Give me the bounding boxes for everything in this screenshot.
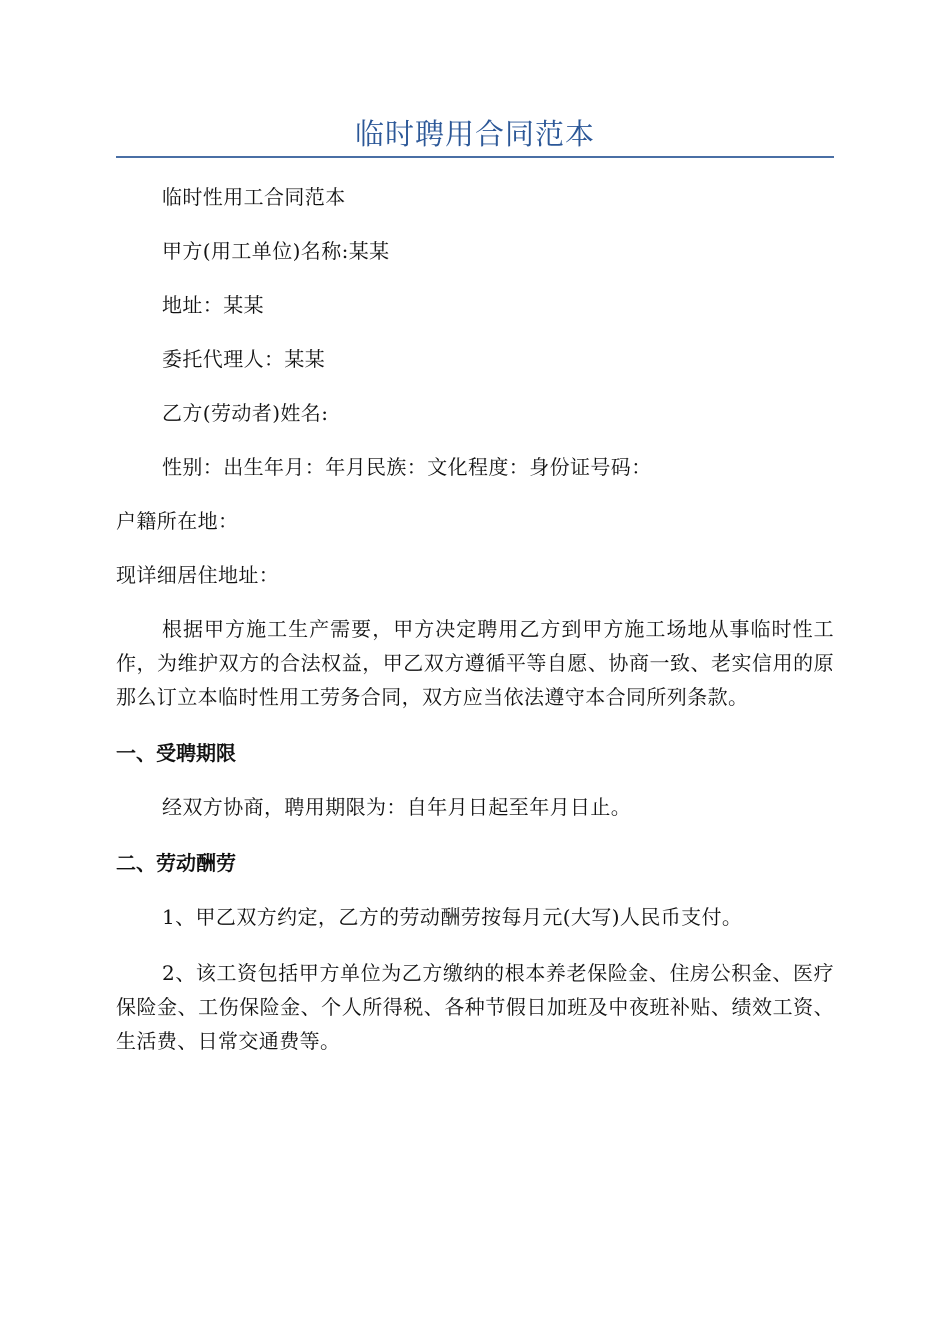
- document-body: [116, 180, 834, 1058]
- section-heading-pay: 二、劳动酬劳: [116, 851, 236, 875]
- party-a-name: 甲方(用工单位)名称:某某: [162, 239, 390, 263]
- document-title: 临时聘用合同范本: [354, 117, 595, 151]
- agent-line: 委托代理人：某某: [162, 347, 326, 371]
- residence-line: 现详细居住地址：: [116, 563, 280, 587]
- subtitle: 临时性用工合同范本: [162, 185, 346, 209]
- personal-info-line: 性别：出生年月：年月民族：文化程度：身份证号码：: [162, 455, 652, 479]
- pay-paragraph-1: 1、甲乙双方约定，乙方的劳动酬劳按每月元(大写)人民币支付。: [162, 905, 743, 929]
- title-underline: [116, 156, 834, 158]
- term-paragraph: 经双方协商，聘用期限为：自年月日起至年月日止。: [162, 795, 632, 819]
- party-b-name: 乙方(劳动者)姓名:: [162, 401, 329, 425]
- household-line: 户籍所在地：: [116, 509, 239, 533]
- preamble-paragraph: 根据甲方施工生产需要，甲方决定聘用乙方到甲方施工场地从事临时性工作，为维护双方的合法权益，甲乙双方遵循平等自愿、协商一致、老实信用的原那么订立本临时性用工劳务合同，双方应当依法遵守本合同所列条款。: [116, 617, 834, 709]
- document-page: [116, 0, 834, 1058]
- pay-paragraph-2: 2、该工资包括甲方单位为乙方缴纳的根本养老保险金、住房公积金、医疗保险金、工伤保险金、个人所得税、各种节假日加班及中夜班补贴、绩效工资、生活费、日常交通费等。: [116, 961, 834, 1053]
- address-line: 地址：某某: [162, 293, 264, 317]
- section-heading-term: 一、受聘期限: [116, 741, 236, 765]
